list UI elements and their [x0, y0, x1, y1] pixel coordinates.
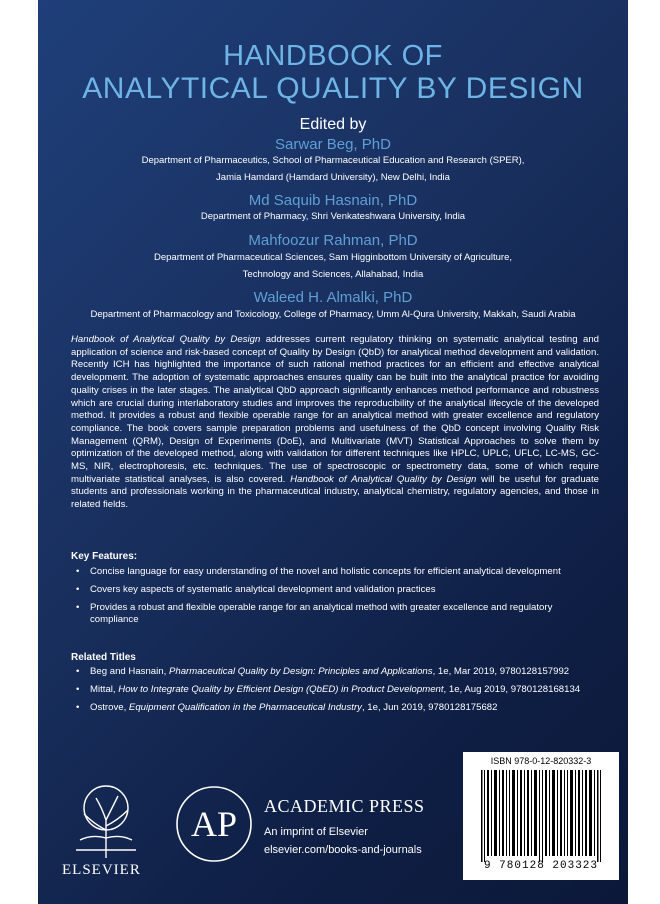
- ap-monogram: AP: [190, 804, 238, 844]
- affiliation-line: Department of Pharmacy, Shri Venkateshwara University, India: [200, 211, 466, 222]
- book-title-italic: Handbook of Analytical Quality by Design: [290, 473, 477, 485]
- key-features-heading: Key Features:: [71, 551, 138, 562]
- publisher-name: ACADEMIC PRESS: [264, 796, 425, 816]
- editor-affiliation: [38, 249, 628, 283]
- elsevier-tree-icon: [66, 780, 146, 860]
- affiliation-line: Department of Pharmacology and Toxicology, College of Pharmacy, Umm Al-Qura University, Makkah, Saudi Arabia: [90, 309, 576, 320]
- editor-name: Waleed H. Almalki, PhD: [253, 289, 413, 306]
- description-text: will be useful for graduate students and professionals working in the pharmaceutical industry, analytical chemistry, regulatory agencies, and those in related fields.: [71, 473, 599, 511]
- editor-affiliation: [38, 306, 628, 323]
- barcode-digits: 9 780128 203323: [483, 860, 599, 872]
- related-details: , 1e, Mar 2019, 9780128157992: [432, 666, 570, 677]
- related-title: How to Integrate Quality by Efficient Design (QbED) in Product Development: [118, 683, 444, 695]
- related-details: , 1e, Aug 2019, 9780128168134: [443, 683, 581, 695]
- related-author: Ostrove,: [90, 701, 129, 713]
- back-cover: [38, 0, 628, 904]
- book-title-line-2: ANALYTICAL QUALITY BY DESIGN: [82, 72, 584, 105]
- editor-affiliation: [38, 152, 628, 186]
- affiliation-line: Department of Pharmaceutics, School of Pharmaceutical Education and Research (SPER),: [141, 155, 525, 166]
- editor-name: Md Saquib Hasnain, PhD: [248, 192, 418, 209]
- elsevier-logo-text: ELSEVIER: [62, 862, 141, 878]
- related-titles-heading: Related Titles: [71, 652, 136, 663]
- publisher-imprint: An imprint of Elsevier: [264, 826, 368, 838]
- list-item: [76, 666, 598, 679]
- list-item: [76, 684, 598, 697]
- isbn-label: ISBN 978-0-12-820332-3: [490, 756, 592, 766]
- edited-by-label: Edited by: [299, 116, 367, 133]
- editor-affiliation: [38, 208, 628, 225]
- editor-name: Sarwar Beg, PhD: [275, 136, 391, 153]
- description-text: addresses current regulatory thinking on systematic analytical testing and application of science and risk-based concept of Quality by Design (QbD) for analytical method development and validation. Recently ICH has highlighted the importance of such rational method practices for an efficient and effective analytical development. The adoption of systematic approaches ensures quality can be built into the analytical practice for avoiding quality crises in the later stages. The analytical QbD approach significantly enhances method performance and robustness which are crucial during interlaboratory studies and improves the reproducibility of the analytical lifecycle of the developed method. It provides a robust and flexible operable range for an analytical method with greater excellence and regulatory compliance. The book covers sample preparation problems and usefulness of the QbD concept involving Quality Risk Management (QRM), Design of Experiments (DoE), and Multivariate (MVT) Statistical Approaches to solve them by optimization of the developed method, along with validation for different techniques like HPLC, UPLC, UFLC, LC-MS, GC-MS, NIR, electrophoresis, etc. techniques. The use of spectroscopic or spectrometry data, some of which require multivariate statistical analyses, is also covered.: [71, 334, 599, 485]
- affiliation-line: Technology and Sciences, Allahabad, India: [242, 269, 424, 280]
- book-title-line-1: HANDBOOK OF: [223, 40, 443, 72]
- book-title-italic: Handbook of Analytical Quality by Design: [71, 334, 261, 345]
- isbn-barcode-block: [463, 752, 619, 880]
- list-item: • Covers key aspects of systematic analytical development and validation practices: [76, 584, 598, 597]
- editor-name: Mahfoozur Rahman, PhD: [248, 232, 418, 249]
- related-author: Beg and Hasnain,: [90, 666, 169, 677]
- list-item: • Concise language for easy understanding of the novel and holistic concepts for efficient analytical development: [76, 566, 598, 579]
- key-features-list: [76, 566, 598, 632]
- related-title: Pharmaceutical Quality by Design: Principles and Applications: [168, 666, 433, 677]
- barcode-icon: [477, 770, 609, 862]
- list-item: • Provides a robust and flexible operable range for an analytical method with greater excellence and regulatory compliance: [76, 602, 598, 628]
- list-item: [76, 702, 598, 715]
- publisher-url: elsevier.com/books-and-journals: [264, 844, 422, 856]
- affiliation-line: Jamia Hamdard (Hamdard University), New Delhi, India: [216, 172, 450, 183]
- book-description: [71, 334, 599, 512]
- related-author: Mittal,: [90, 683, 119, 695]
- affiliation-line: Department of Pharmaceutical Sciences, Sam Higginbottom University of Agriculture,: [154, 252, 512, 263]
- related-title: Equipment Qualification in the Pharmaceutical Industry: [128, 701, 362, 713]
- academic-press-logo-icon: [174, 784, 254, 864]
- related-titles-list: [76, 666, 598, 719]
- related-details: , 1e, Jun 2019, 9780128175682: [361, 701, 498, 713]
